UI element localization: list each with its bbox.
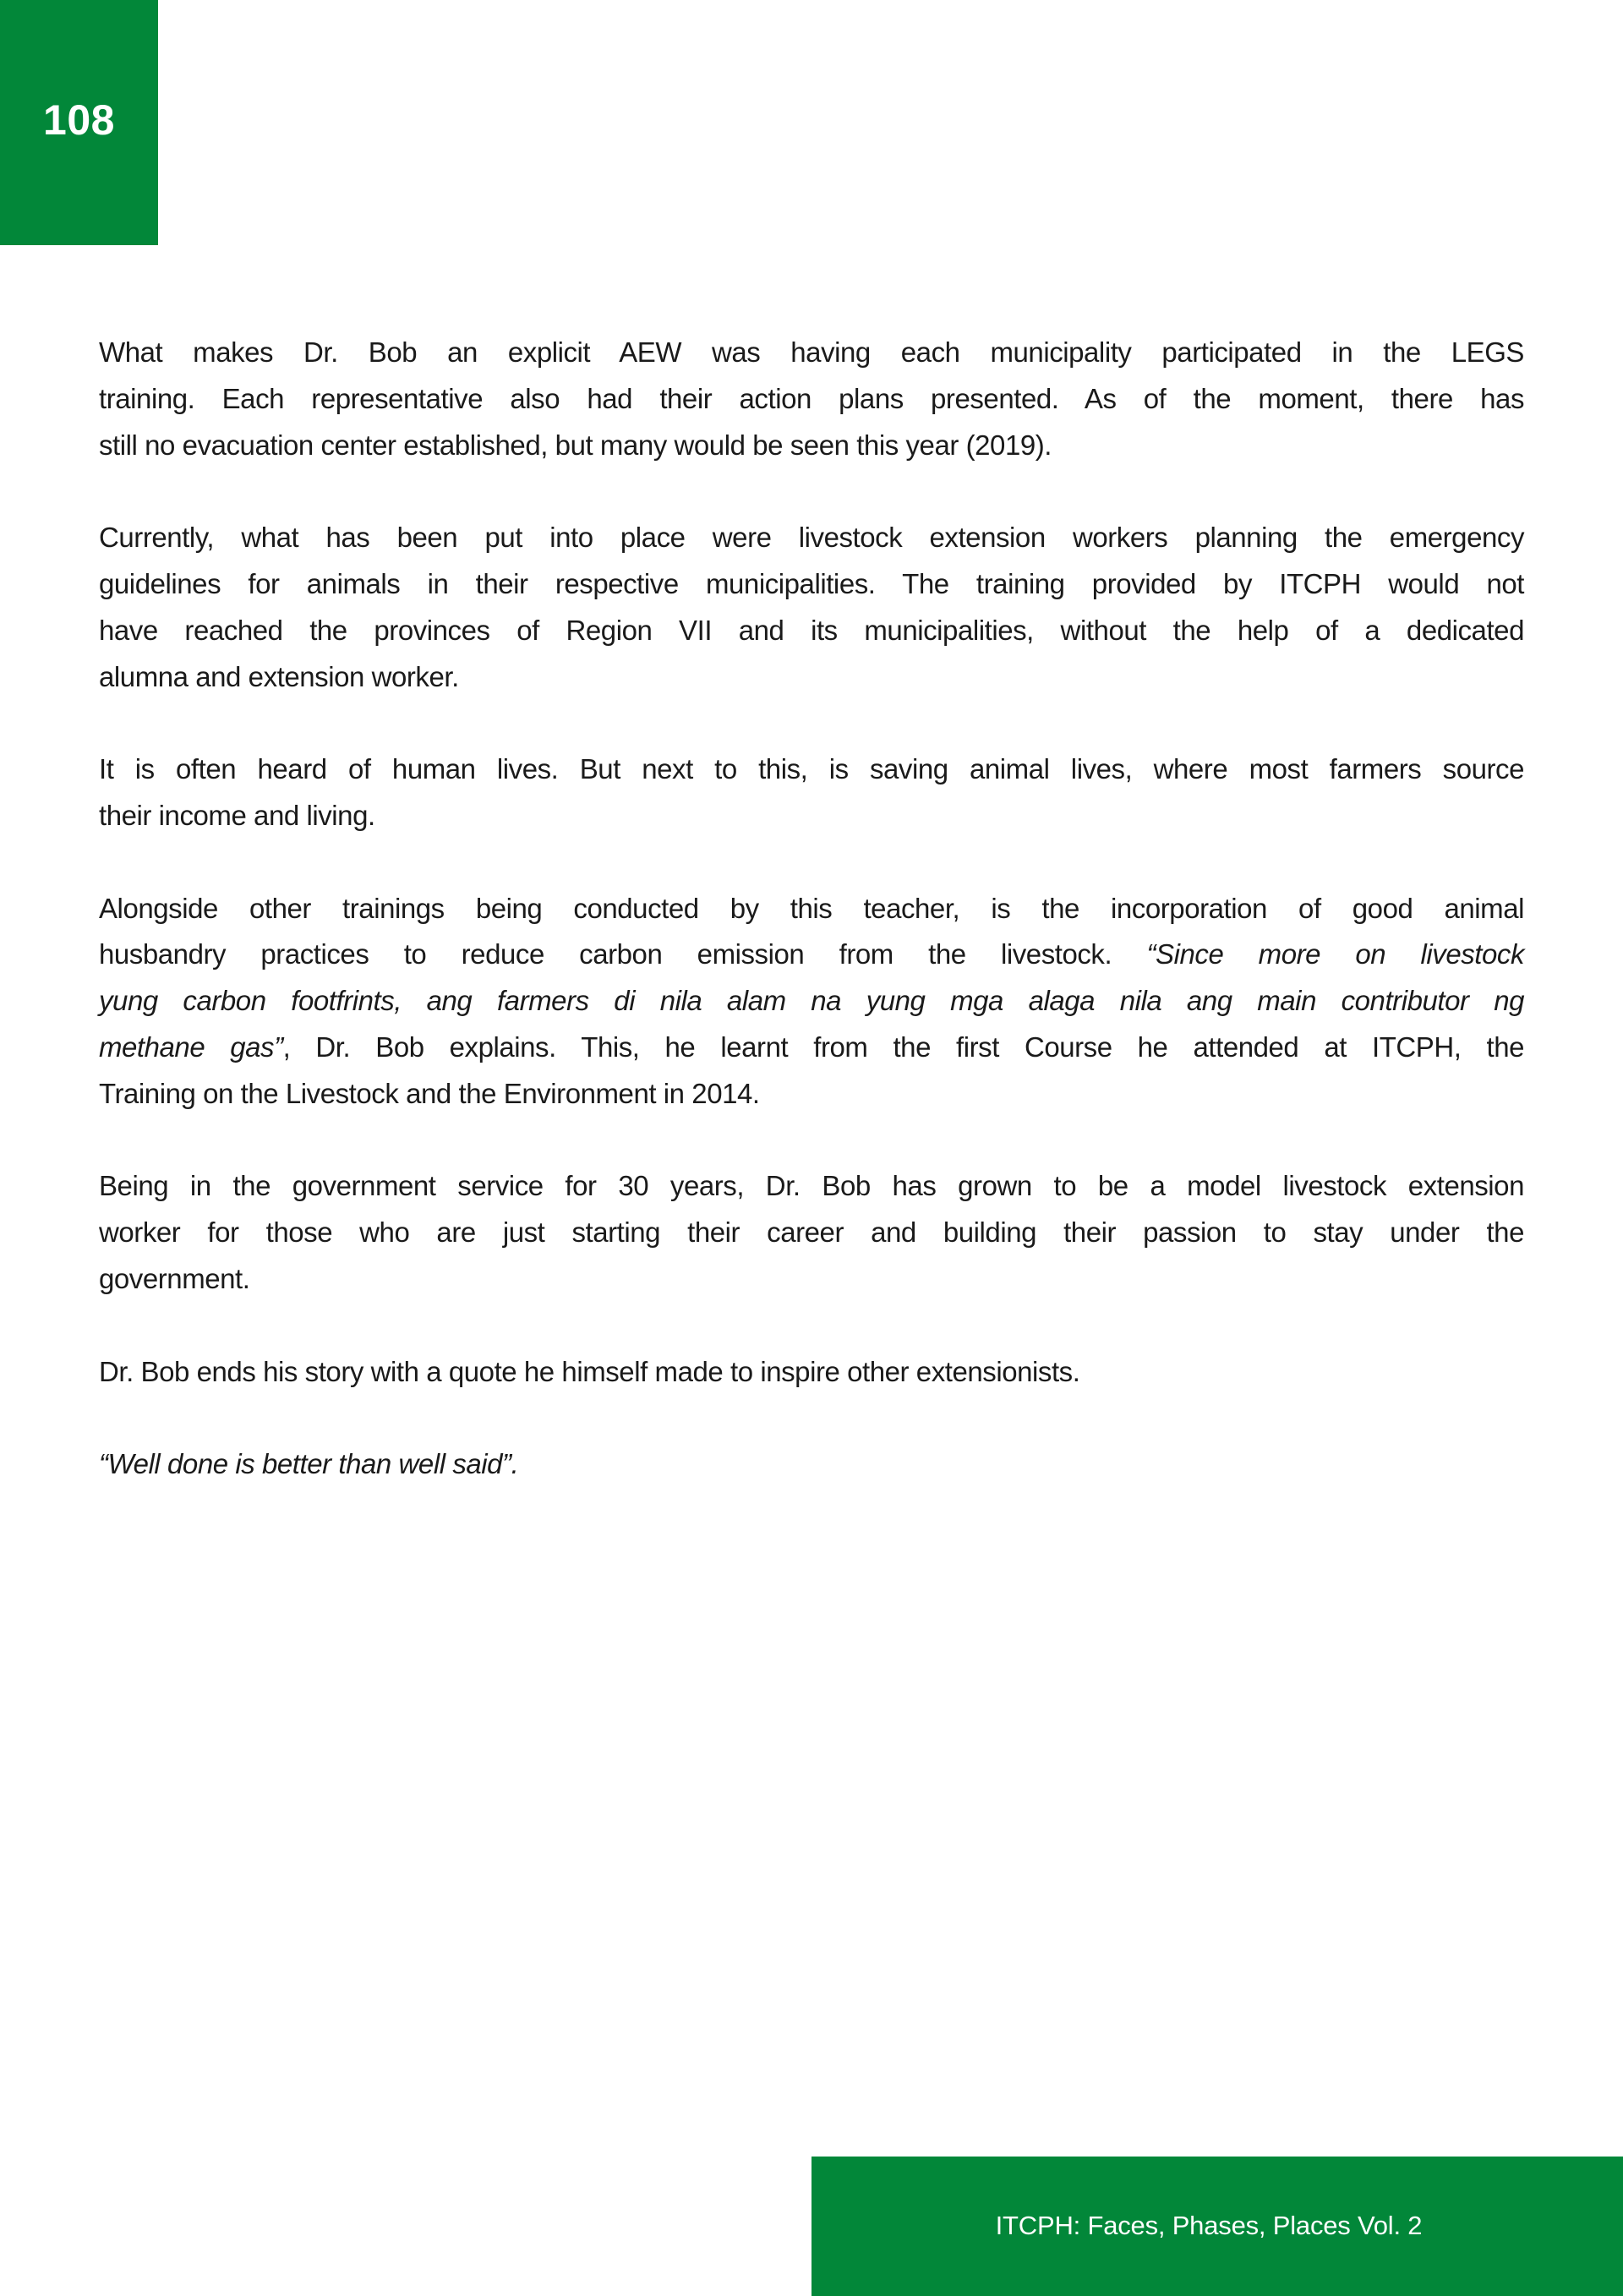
quote-text: “Well done is better than well said”.	[99, 1448, 519, 1480]
text-line: government.	[99, 1262, 250, 1294]
text-line: Being in the government service for 30 years, Dr. Bob has grown to be a model livestock extension	[99, 1170, 1524, 1202]
footer-bar	[812, 2157, 1623, 2296]
text-line: their income and living.	[99, 799, 375, 831]
text-line: methane gas”, Dr. Bob explains. This, he learnt from the first Course he attended at ITCPH, the	[99, 1030, 1524, 1063]
quote-text: “Since more on livestock	[1146, 938, 1524, 970]
article-body	[99, 330, 1524, 1534]
text-line	[99, 978, 1524, 1025]
paragraph-carbon-emission	[99, 886, 1524, 1118]
paragraph-animal-lives	[99, 746, 1524, 839]
text-line: Dr. Bob ends his story with a quote he himself made to inspire other extensionists.	[99, 1355, 1080, 1387]
paragraph-emergency-guidelines	[99, 515, 1524, 700]
text-line: alumna and extension worker.	[99, 660, 459, 692]
text-line: still no evacuation center established, but many would be seen this year (2019).	[99, 429, 1052, 461]
text-line: Training on the Livestock and the Environment in 2014.	[99, 1077, 760, 1109]
quote-text: methane gas”	[99, 1030, 283, 1063]
text-line: Currently, what has been put into place were livestock extension workers planning the emergency	[99, 522, 1524, 554]
text-line: training. Each representative also had their action plans presented. As of the moment, there has	[99, 382, 1524, 414]
paragraph-government-service	[99, 1163, 1524, 1302]
text-line: Alongside other trainings being conducted by this teacher, is the incorporation of good animal	[99, 892, 1524, 924]
publication-title: ITCPH: Faces, Phases, Places Vol. 2	[995, 2211, 1423, 2240]
text-line: What makes Dr. Bob an explicit AEW was having each municipality participated in the LEGS	[99, 336, 1524, 368]
page-number: 108	[43, 96, 115, 144]
paragraph-story-end	[99, 1349, 1524, 1396]
text-line: husbandry practices to reduce carbon emission from the livestock. “Since more on livestock	[99, 938, 1524, 970]
closing-quote	[99, 1441, 1524, 1488]
text-line	[99, 1441, 1524, 1488]
paragraph-legs-training	[99, 330, 1524, 468]
text-line: It is often heard of human lives. But next to this, is saving animal lives, where most farmers source	[99, 753, 1524, 785]
page-number-tab	[0, 0, 158, 245]
text-line: guidelines for animals in their respective municipalities. The training provided by ITCPH would not	[99, 567, 1524, 599]
quote-text: yung carbon footfrints, ang farmers di nila alam na yung mga alaga nila ang main contributor ng	[99, 985, 1524, 1017]
text-line: have reached the provinces of Region VII and its municipalities, without the help of a dedicated	[99, 614, 1524, 646]
text-line: worker for those who are just starting their career and building their passion to stay under the	[99, 1216, 1524, 1249]
